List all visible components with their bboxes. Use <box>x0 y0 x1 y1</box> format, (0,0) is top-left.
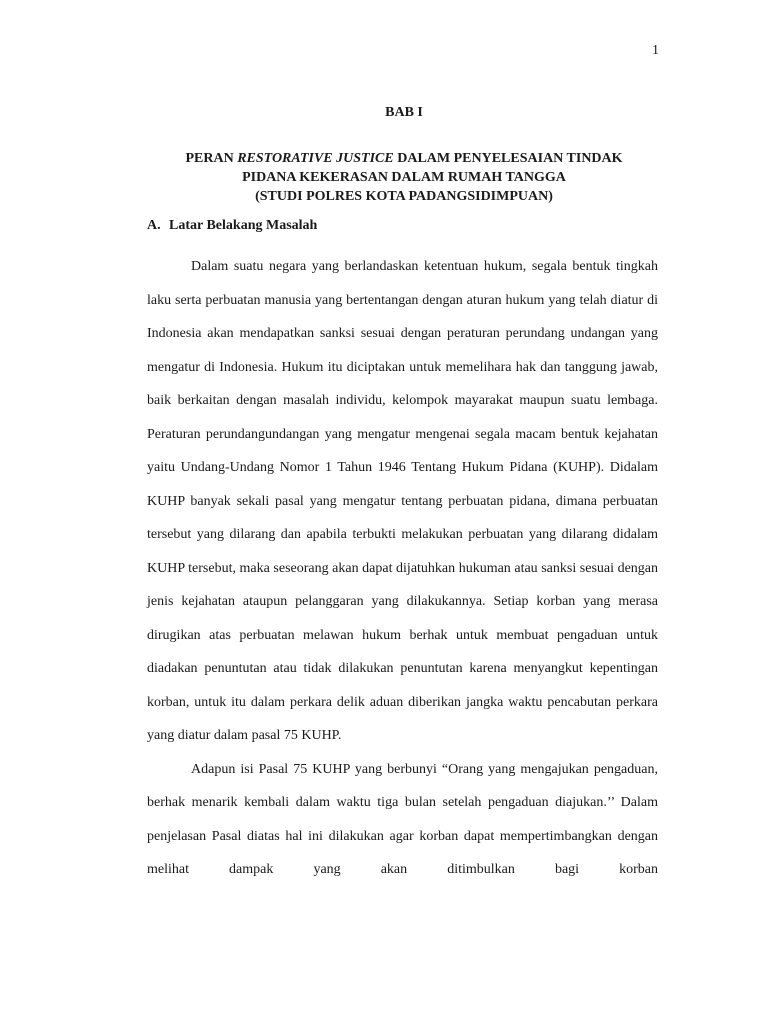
section-label: A. <box>147 218 161 233</box>
body-text <box>147 250 658 887</box>
title-line-1-italic: RESTORATIVE JUSTICE <box>237 151 394 166</box>
chapter-heading: BAB I <box>385 105 423 120</box>
paragraph-2: Adapun isi Pasal 75 KUHP yang berbunyi “Orang yang mengajukan pengaduan, berhak menarik kembali dalam waktu tiga bulan setelah pengaduan diajukan.’’ Dalam penjelasan Pasal diatas hal ini dilakukan agar korban dapat mempertimbangkan dengan melihat dampak yang akan ditimbulkan bagi korban <box>147 761 658 877</box>
section-heading-text: Latar Belakang Masalah <box>169 218 318 233</box>
section-heading <box>147 218 317 234</box>
document-title <box>0 149 768 206</box>
title-line-3: (STUDI POLRES KOTA PADANGSIDIMPUAN) <box>255 189 553 204</box>
paragraph-1: Dalam suatu negara yang berlandaskan ketentuan hukum, segala bentuk tingkah laku serta perbuatan manusia yang bertentangan dengan aturan hukum yang telah diatur di Indonesia akan mendapatkan sanksi sesuai dengan peraturan perundang undangan yang mengatur di Indonesia. Hukum itu diciptakan untuk memelihara hak dan tanggung jawab, baik berkaitan dengan masalah individu, kelompok mayarakat maupun suatu lembaga. Peraturan perundangundangan yang mengatur mengenai segala macam bentuk kejahatan yaitu Undang-Undang Nomor 1 Tahun 1946 Tentang Hukum Pidana (KUHP). Didalam KUHP banyak sekali pasal yang mengatur tentang perbuatan pidana, dimana perbuatan tersebut yang dilarang dan apabila terbukti melakukan perbuatan yang dilarang didalam KUHP tersebut, maka seseorang akan dapat dijatuhkan hukuman atau sanksi sesuai dengan jenis kejahatan ataupun pelanggaran yang dilakukannya. Setiap korban yang merasa dirugikan atas perbuatan melawan hukum berhak untuk membuat pengaduan untuk diadakan penuntutan atau tidak dilakukan penuntutan karena menyangkut kepentingan korban, untuk itu dalam perkara delik aduan diberikan jangka waktu pencabutan perkara yang diatur dalam pasal 75 KUHP. <box>147 259 658 743</box>
title-line-1-suffix: DALAM PENYELESAIAN TINDAK <box>393 151 623 166</box>
title-line-1 <box>0 149 768 168</box>
title-line-1-prefix: PERAN <box>185 151 238 166</box>
title-line-2: PIDANA KEKERASAN DALAM RUMAH TANGGA <box>242 170 566 185</box>
page-number: 1 <box>652 43 659 58</box>
